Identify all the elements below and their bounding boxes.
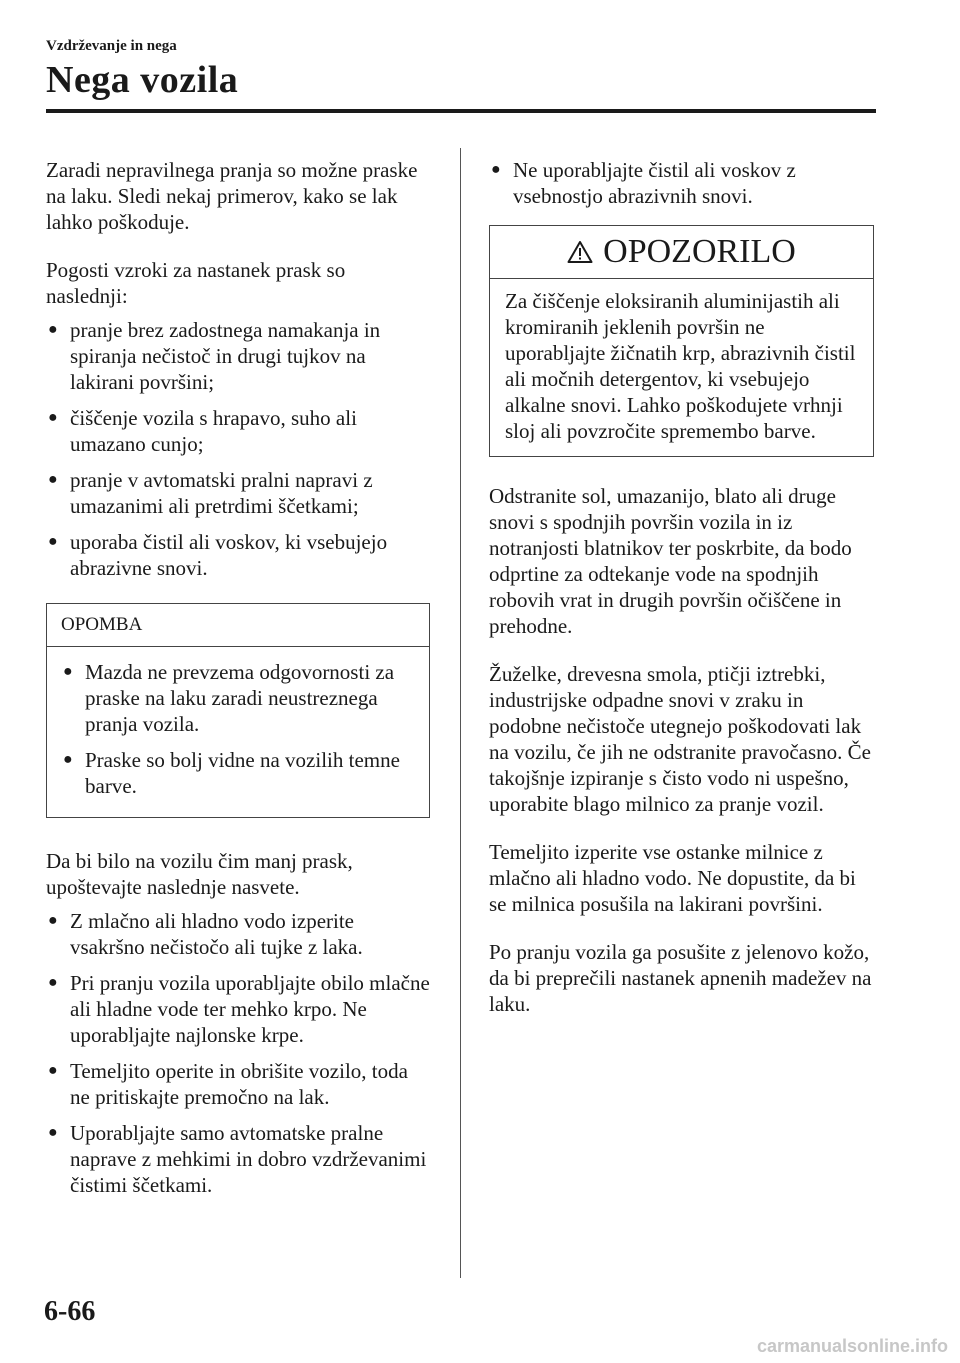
bullet-icon: ● bbox=[491, 161, 501, 178]
tips-intro: Da bi bilo na vozilu čim manj prask, upoštevajte naslednje nasvete. bbox=[46, 849, 353, 899]
list-item: ● pranje v avtomatski pralni napravi z umazanimi ali pretrdimi ščetkami; bbox=[48, 468, 373, 518]
paragraph: Odstranite sol, umazanijo, blato ali druge snovi s spodnjih površin vozila in iz notranjosti blatnikov ter poskrbite, da bodo odprtine za odtekanje vode na spodnjih robovih vrat in drugih površin očiščene in prehodne. bbox=[489, 484, 852, 638]
bullet-icon: ● bbox=[48, 974, 58, 991]
list-item: ● pranje brez zadostnega namakanja in spiranja nečistoč in drugi tujkov na lakirani površini; bbox=[48, 318, 381, 394]
warning-title: OPOZORILO bbox=[603, 233, 796, 270]
list-item: ● Ne uporabljajte čistil ali voskov z vsebnostjo abrazivnih snovi. bbox=[491, 158, 796, 208]
paragraph: Žuželke, drevesna smola, ptičji iztrebki, industrijske odpadne snovi v zraku in podobne nečistoče utegnejo poškodovati lak na vozilu, če jih ne odstranite pravočasno. Če takojšnje izpiranje s čisto vodo ni uspešno, uporabite blago milnico za pranje vozil. bbox=[489, 662, 871, 816]
list-item: ● Mazda ne prevzema odgovornosti za praske na laku zaradi neustreznega pranja vozila. bbox=[63, 660, 395, 736]
bullet-icon: ● bbox=[48, 533, 58, 550]
page-title: Nega vozila bbox=[46, 59, 239, 101]
list-item: ● čiščenje vozila s hrapavo, suho ali umazano cunjo; bbox=[48, 406, 357, 456]
bullet-icon: ● bbox=[48, 912, 58, 929]
watermark: carmanualsonline.info bbox=[756, 1336, 948, 1356]
left-column bbox=[46, 157, 431, 1220]
right-column bbox=[489, 157, 875, 1039]
column-divider bbox=[460, 148, 461, 1278]
list-item: ● Temeljito operite in obrišite vozilo, toda ne pritiskajte premočno na lak. bbox=[48, 1059, 408, 1109]
note-list bbox=[61, 659, 415, 799]
bullet-icon: ● bbox=[63, 663, 73, 680]
list-item: ● Uporabljajte samo avtomatske pralne naprave z mehkimi in dobro vzdrževanimi čistimi ščetkami. bbox=[48, 1121, 427, 1197]
warning-triangle-icon bbox=[567, 240, 593, 264]
list-item: ● Praske so bolj vidne na vozilih temne barve. bbox=[63, 748, 400, 798]
paragraph: Po pranju vozila ga posušite z jelenovo kožo, da bi preprečili nastanek apnenih madežev na laku. bbox=[489, 940, 872, 1016]
title-rule bbox=[46, 109, 876, 113]
list-item: ● Z mlačno ali hladno vodo izperite vsakršno nečistočo ali tujke z laka. bbox=[48, 909, 363, 959]
list-item: ● uporaba čistil ali voskov, ki vsebujejo abrazivne snovi. bbox=[48, 530, 388, 580]
bullet-icon: ● bbox=[48, 409, 58, 426]
page-number: 6-66 bbox=[44, 1296, 96, 1327]
tips-list bbox=[46, 908, 431, 1198]
warning-text: Za čiščenje eloksiranih aluminijastih ali kromiranih jeklenih površin ne uporabljajte žičnatih krp, abrazivnih čistil ali močnih detergentov, ki vsebujejo alkalne snovi. Lahko poškodujete vrhnji sloj ali povzročite spremembo barve. bbox=[505, 289, 856, 443]
bullet-icon: ● bbox=[63, 751, 73, 768]
bullet-icon: ● bbox=[48, 321, 58, 338]
bullet-icon: ● bbox=[48, 1062, 58, 1079]
causes-intro: Pogosti vzroki za nastanek prask so naslednji: bbox=[46, 258, 346, 308]
warning-header bbox=[490, 226, 873, 279]
bullet-icon: ● bbox=[48, 471, 58, 488]
intro-paragraph: Zaradi nepravilnega pranja so možne praske na laku. Sledi nekaj primerov, kako se lak lahko poškoduje. bbox=[46, 158, 418, 234]
list-item: ● Pri pranju vozila uporabljajte obilo mlačne ali hladne vode ter mehko krpo. Ne uporabljajte najlonske krpe. bbox=[48, 971, 430, 1047]
paragraph: Temeljito izperite vse ostanke milnice z mlačno ali hladno vodo. Ne dopustite, da bi se milnica posušila na lakirani površini. bbox=[489, 840, 856, 916]
note-box bbox=[46, 603, 430, 818]
bullet-icon: ● bbox=[48, 1124, 58, 1141]
section-label: Vzdrževanje in nega bbox=[46, 38, 177, 54]
tips-list-continued bbox=[489, 157, 875, 209]
warning-box bbox=[489, 225, 874, 457]
causes-list bbox=[46, 317, 431, 581]
note-title: OPOMBA bbox=[47, 604, 429, 647]
